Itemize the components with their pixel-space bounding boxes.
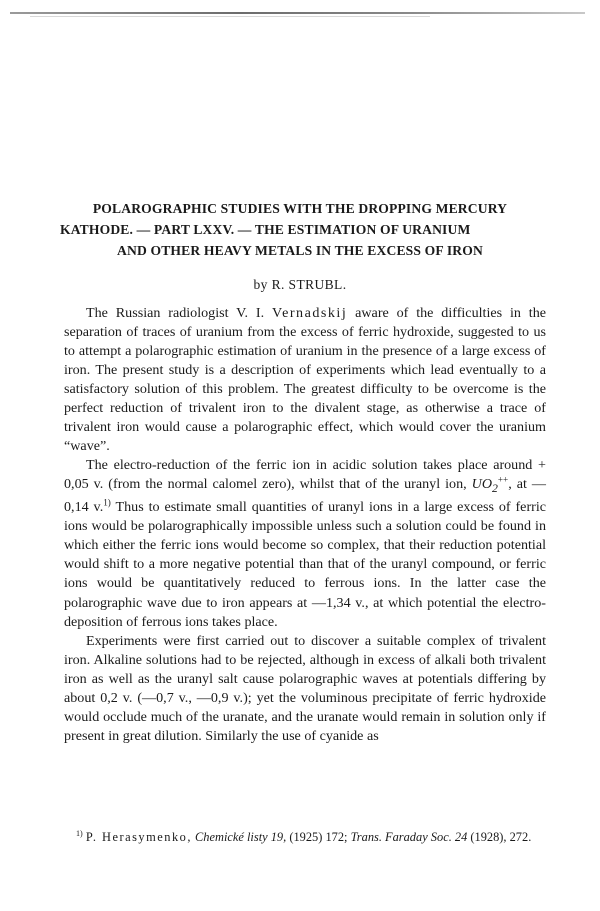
footnote-ref-2-text: (1928), 272. bbox=[467, 830, 532, 844]
p1-name: Vernadskij bbox=[271, 305, 348, 321]
footnote-journal-1: Chemické listy 19, bbox=[195, 830, 287, 844]
p2-text-c: Thus to estimate small quantities of uranyl ions in a large excess of ferric ions would be polarographically impossible unless such a solution could be found in which either the ferric ions would become so complex, that their reduction potential would shift to a more negative potential than that of the uranyl compound, or ferric ions would be quantitatively reduced to ferrous ions. In the latter case the polarographic wave due to iron appears at —1,34 v., at which potential the electro-deposition of ferrous ions takes place. bbox=[64, 499, 546, 630]
p2-text-a: The electro-reduction of the ferric ion in acidic solution takes place around + 0,05 v. (from the normal calomel zero), whilst that of the uranyl ion, bbox=[64, 457, 546, 493]
paragraph-1 bbox=[64, 304, 546, 456]
p1-text-b: aware of the difficulties in the separation of traces of uranium from the excess of ferric hydroxide, suggested to us to attempt a polarographic estimation of uranium in the presence of a large excess of iron. The present study is a description of experiments which lead eventually to a satisfactory solution of this problem. The greatest difficulty to be overcome is the perfect reduction of trivalent iron to the divalent stage, as otherwise a trace of trivalent iron would cause a polarographic effect, which would cover the uranium “wave”. bbox=[64, 305, 547, 455]
title-line-1: POLAROGRAPHIC STUDIES WITH THE DROPPING MERCURY bbox=[92, 201, 508, 216]
footnote-ref-1[interactable]: 1) bbox=[103, 497, 111, 508]
scan-edge-line bbox=[10, 12, 585, 14]
footnote-ref-1-text: (1925) 172; bbox=[286, 830, 351, 844]
scan-edge-shadow bbox=[30, 16, 430, 17]
title-line-2: KATHODE. — PART LXXV. — THE ESTIMATION OF URANIUM bbox=[60, 222, 471, 237]
author-byline: by R. STRUBL. bbox=[253, 277, 347, 292]
ion-formula-sub: 2 bbox=[492, 482, 498, 496]
footnote-mark: 1) bbox=[76, 828, 83, 838]
paragraph-3: Experiments were first carried out to discover a suitable complex of trivalent iron. Alkaline solutions had to be rejected, although in excess of alkali both trivalent iron as well as the uranyl salt cause polarographic waves at potentials differing by about 0,2 v. (—0,7 v., —0,9 v.); yet the voluminous precipitate of ferric hydroxide would occlude much of the uranate, and the uranate would remain in solution only if present in great dilution. Similarly the use of cyanide as bbox=[64, 632, 546, 744]
article-body bbox=[64, 304, 546, 746]
title-line-3: AND OTHER HEAVY METALS IN THE EXCESS OF IRON bbox=[117, 243, 483, 258]
article-title bbox=[60, 198, 540, 261]
p2-text-b: , at —0,14 v. bbox=[64, 476, 546, 516]
paragraph-2 bbox=[64, 456, 546, 631]
footnote-author: P. Herasymenko, bbox=[85, 830, 192, 844]
footnote-journal-2: Trans. Faraday Soc. 24 bbox=[350, 830, 468, 844]
ion-formula bbox=[471, 476, 498, 496]
ion-formula-base: UO bbox=[471, 476, 493, 493]
footnote-1 bbox=[64, 828, 546, 846]
p1-text-a: The Russian radiologist V. I. bbox=[86, 305, 272, 321]
ion-formula-sup: ++ bbox=[497, 474, 509, 485]
